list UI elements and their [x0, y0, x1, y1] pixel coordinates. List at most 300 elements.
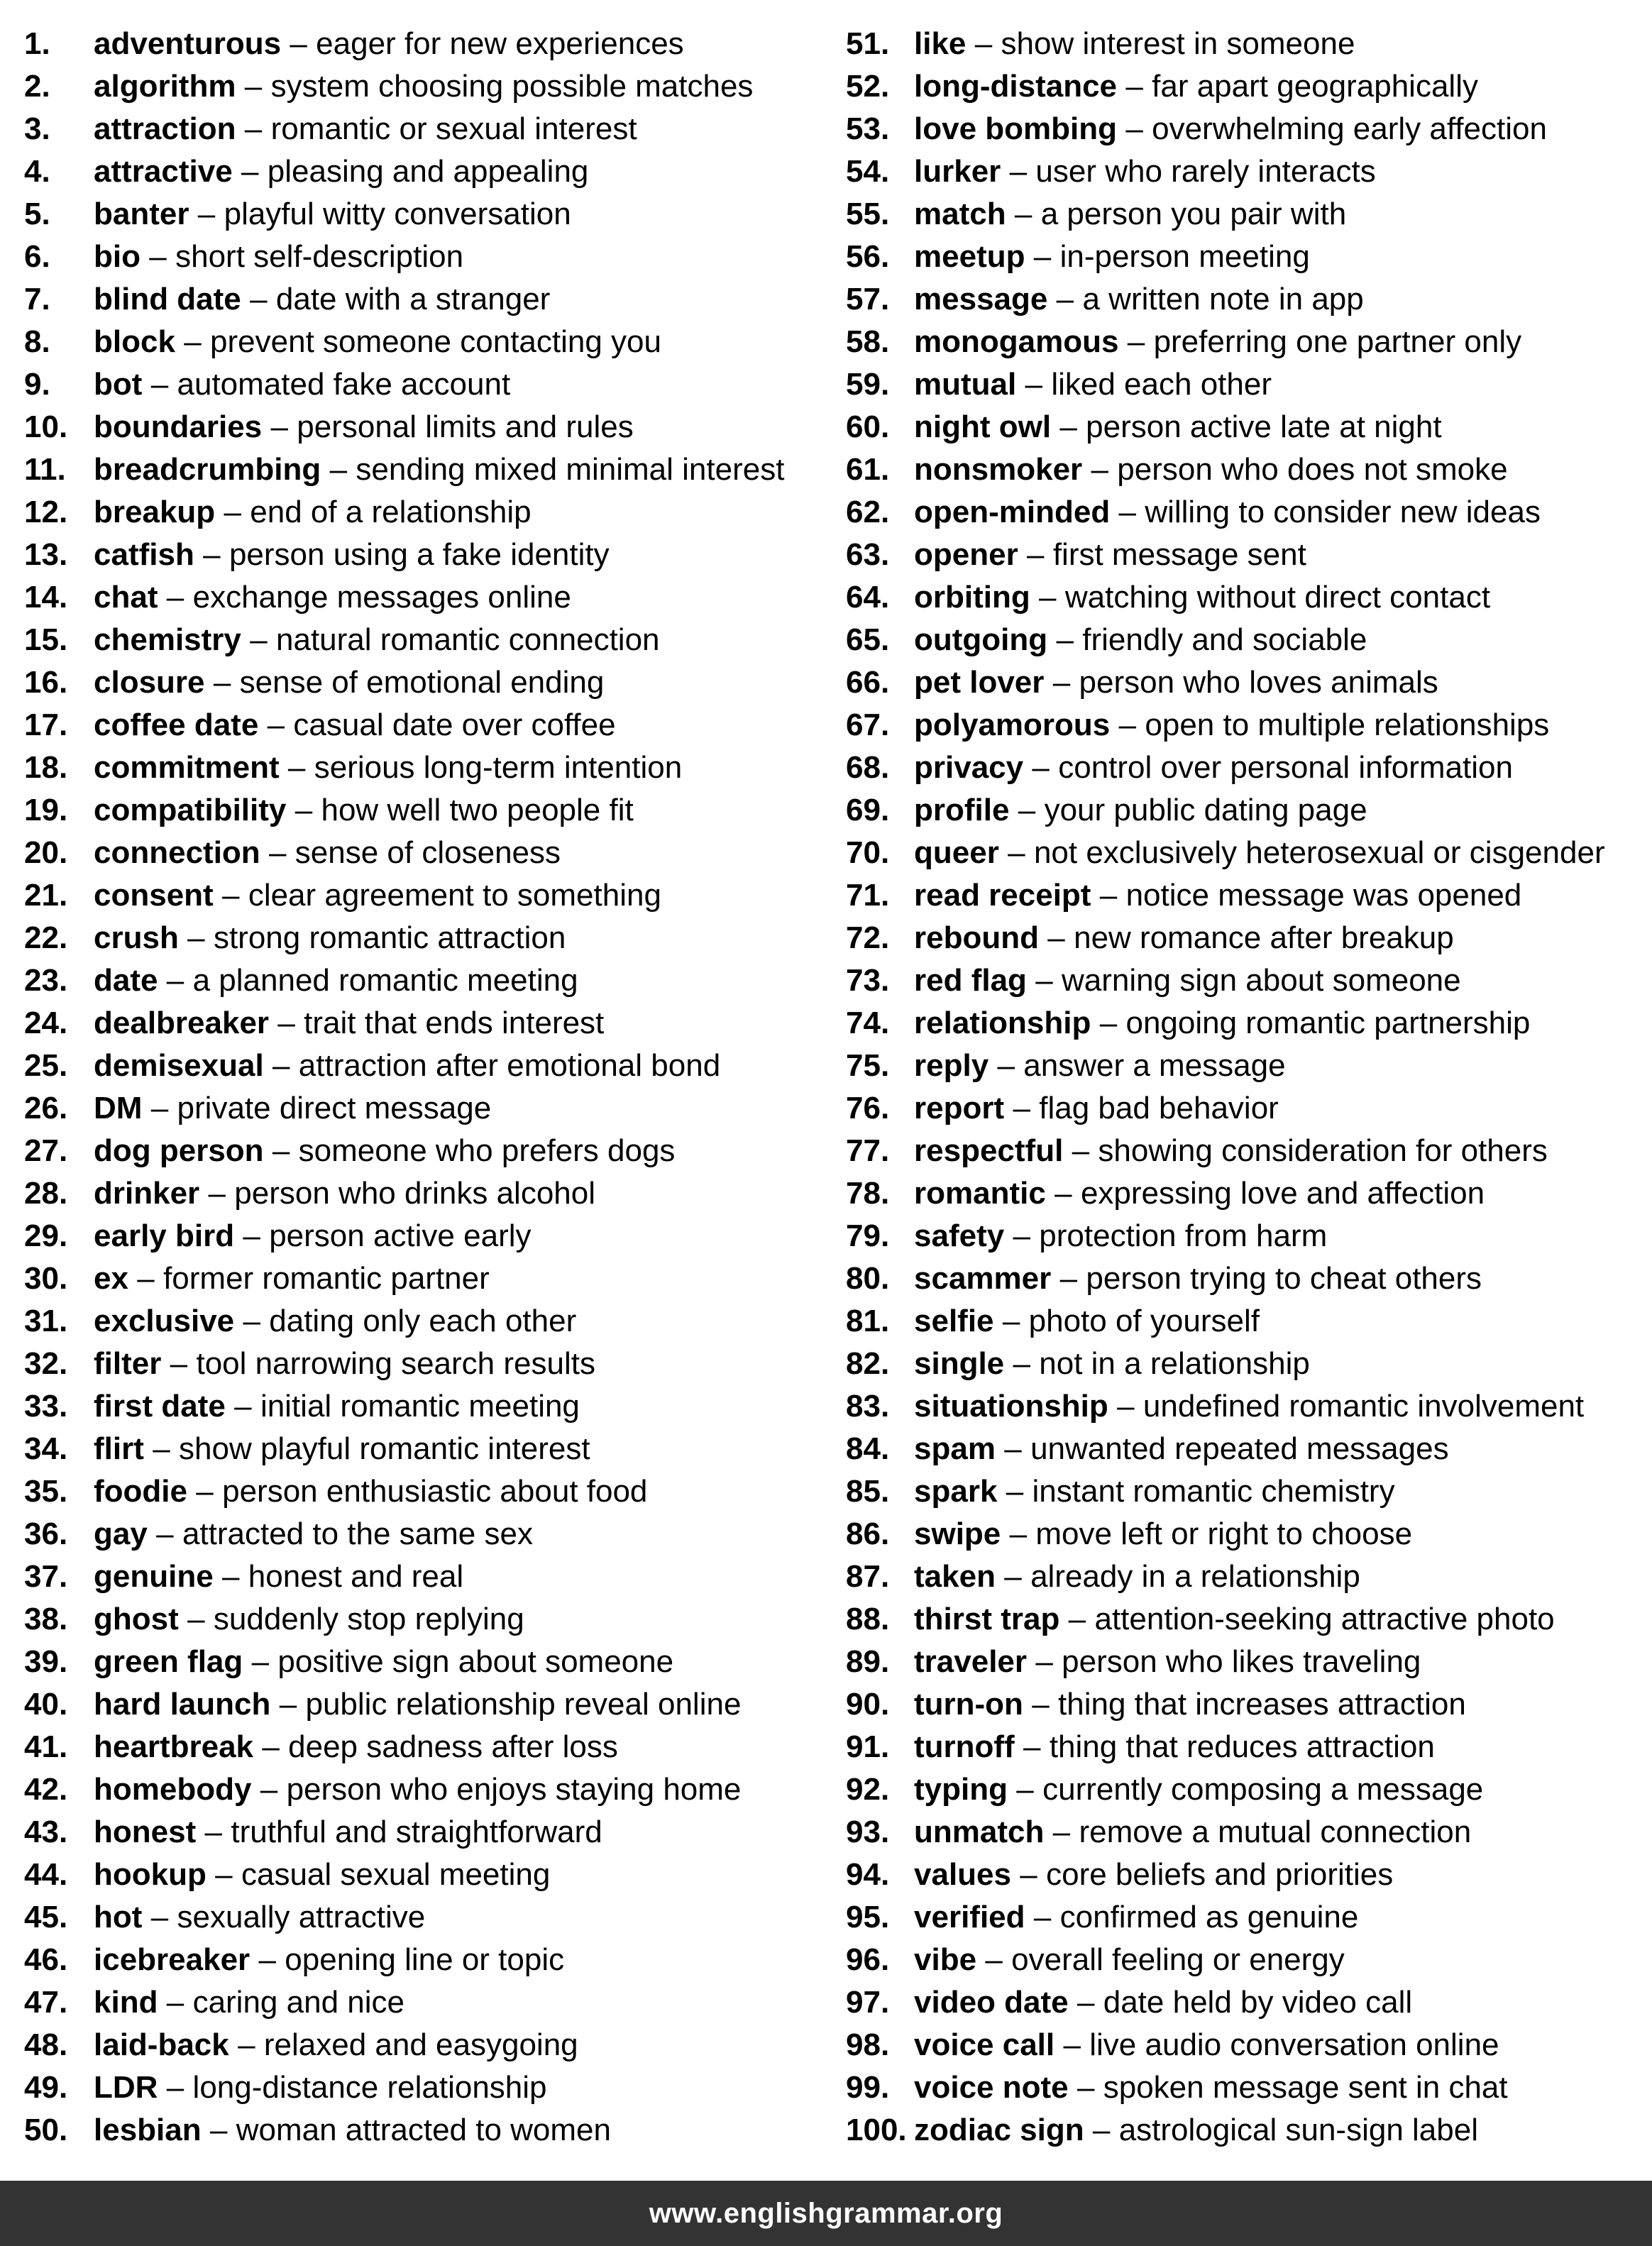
entry-number: 56.	[846, 239, 890, 274]
vocabulary-entry	[846, 2024, 1641, 2066]
vocabulary-entry	[846, 1045, 1641, 1087]
entry-term: profile	[914, 793, 1010, 827]
entry-separator: –	[203, 537, 221, 572]
entry-number: 4.	[24, 154, 50, 189]
entry-separator: –	[277, 1006, 295, 1040]
vocabulary-entry	[24, 1470, 833, 1513]
entry-separator: –	[1016, 1772, 1034, 1807]
entry-number: 98.	[846, 2027, 890, 2062]
entry-separator: –	[1013, 1091, 1030, 1125]
entry-definition: new romance after breakup	[1074, 920, 1454, 955]
entry-definition: warning sign about someone	[1062, 963, 1461, 998]
entry-definition: not in a relationship	[1039, 1346, 1310, 1381]
entry-definition: deep sadness after loss	[288, 1729, 618, 1764]
entry-number: 15.	[24, 622, 68, 657]
entry-separator: –	[279, 1687, 297, 1722]
entry-definition: date held by video call	[1103, 1985, 1413, 2020]
entry-definition: overwhelming early affection	[1152, 111, 1547, 146]
vocabulary-entry	[846, 1087, 1641, 1130]
entry-number: 67.	[846, 708, 890, 742]
vocabulary-entry	[24, 1896, 833, 1939]
entry-number: 62.	[846, 495, 890, 529]
entry-term: typing	[914, 1772, 1008, 1807]
entry-definition: show playful romantic interest	[179, 1431, 590, 1466]
vocabulary-entry	[846, 534, 1641, 576]
entry-number: 49.	[24, 2070, 68, 2105]
entry-definition: flag bad behavior	[1039, 1091, 1279, 1125]
entry-definition: already in a relationship	[1030, 1559, 1360, 1594]
vocabulary-entry	[846, 278, 1641, 321]
entry-separator: –	[153, 1431, 170, 1466]
entry-number: 46.	[24, 1942, 68, 1977]
entry-term: queer	[914, 835, 999, 870]
entry-separator: –	[258, 1942, 276, 1977]
entry-separator: –	[156, 1516, 174, 1551]
vocabulary-entry	[24, 363, 833, 406]
entry-term: opener	[914, 537, 1018, 572]
entry-term: mutual	[914, 367, 1017, 402]
entry-term: respectful	[914, 1133, 1064, 1168]
vocabulary-entry	[846, 789, 1641, 832]
entry-definition: open to multiple relationships	[1145, 708, 1550, 742]
entry-separator: –	[209, 2113, 228, 2147]
vocabulary-entry	[24, 1939, 833, 1981]
entry-separator: –	[294, 793, 313, 827]
entry-term: bio	[94, 239, 141, 274]
entry-definition: a written note in app	[1082, 282, 1364, 316]
entry-term: thirst trap	[914, 1602, 1060, 1636]
entry-term: red flag	[914, 963, 1027, 998]
entry-separator: –	[1033, 239, 1052, 274]
entry-separator: –	[1056, 282, 1074, 316]
entry-definition: former romantic partner	[163, 1261, 490, 1296]
entry-number: 66.	[846, 665, 890, 700]
entry-separator: –	[1039, 580, 1057, 615]
entry-definition: someone who prefers dogs	[298, 1133, 676, 1168]
entry-separator: –	[1004, 1559, 1022, 1594]
entry-term: banter	[94, 197, 189, 231]
entry-definition: ongoing romantic partnership	[1125, 1006, 1531, 1040]
vocabulary-entry	[846, 832, 1641, 874]
entry-number: 89.	[846, 1644, 890, 1679]
vocabulary-entry	[24, 2109, 833, 2152]
entry-term: situationship	[914, 1389, 1108, 1424]
entry-definition: automated fake account	[177, 367, 511, 402]
entry-term: message	[914, 282, 1048, 316]
vocabulary-entry	[24, 534, 833, 576]
vocabulary-entry	[24, 874, 833, 917]
entry-number: 35.	[24, 1474, 68, 1509]
entry-term: green flag	[94, 1644, 243, 1679]
entry-separator: –	[1059, 1261, 1078, 1296]
vocabulary-entry	[24, 1726, 833, 1768]
entry-definition: eager for new experiences	[316, 26, 684, 61]
entry-number: 73.	[846, 963, 890, 998]
entry-term: homebody	[94, 1772, 252, 1807]
entry-definition: woman attracted to women	[236, 2113, 611, 2147]
entry-definition: instant romantic chemistry	[1032, 1474, 1395, 1509]
entry-separator: –	[1076, 1985, 1095, 2020]
vocabulary-entry	[846, 661, 1641, 704]
entry-term: voice note	[914, 2070, 1069, 2105]
vocabulary-entry	[846, 874, 1641, 917]
entry-definition: far apart geographically	[1152, 69, 1478, 104]
vocabulary-entry	[24, 1598, 833, 1641]
entry-term: vibe	[914, 1942, 977, 1977]
entry-number: 40.	[24, 1687, 68, 1722]
entry-definition: protection from harm	[1039, 1218, 1328, 1253]
entry-definition: honest and real	[248, 1559, 464, 1594]
entry-number: 91.	[846, 1729, 890, 1764]
entry-definition: how well two people fit	[321, 793, 634, 827]
entry-separator: –	[250, 282, 268, 316]
entry-number: 95.	[846, 1900, 890, 1934]
entry-number: 22.	[24, 920, 68, 955]
vocabulary-entry	[846, 1385, 1641, 1428]
entry-separator: –	[208, 1176, 226, 1211]
entry-term: open-minded	[914, 495, 1111, 529]
entry-definition: core beliefs and priorities	[1046, 1857, 1394, 1892]
entry-definition: expressing love and affection	[1080, 1176, 1485, 1211]
entry-separator: –	[1006, 1474, 1024, 1509]
vocabulary-entry	[24, 2066, 833, 2109]
entry-term: dealbreaker	[94, 1006, 270, 1040]
vocabulary-entry	[846, 1002, 1641, 1045]
vocabulary-entry	[24, 65, 833, 108]
entry-number: 55.	[846, 197, 890, 231]
entry-definition: person enthusiastic about food	[222, 1474, 648, 1509]
entry-definition: your public dating page	[1044, 793, 1367, 827]
vocabulary-entry	[24, 661, 833, 704]
entry-separator: –	[1072, 1133, 1090, 1168]
entry-number: 74.	[846, 1006, 890, 1040]
entry-term: outgoing	[914, 622, 1048, 657]
vocabulary-entry	[24, 1683, 833, 1726]
entry-separator: –	[1032, 750, 1050, 785]
entry-separator: –	[243, 1218, 260, 1253]
vocabulary-entry	[24, 1343, 833, 1385]
entry-number: 84.	[846, 1431, 890, 1466]
vocabulary-list-left	[24, 23, 833, 2152]
vocabulary-entry	[24, 23, 833, 65]
entry-definition: a planned romantic meeting	[192, 963, 578, 998]
entry-term: catfish	[94, 537, 194, 572]
entry-separator: –	[166, 580, 185, 615]
entry-number: 47.	[24, 1985, 68, 2020]
vocabulary-entry	[24, 1002, 833, 1045]
entry-term: scammer	[914, 1261, 1052, 1296]
entry-separator: –	[150, 367, 169, 402]
vocabulary-entry	[24, 1428, 833, 1470]
entry-term: ghost	[94, 1602, 179, 1636]
entry-number: 33.	[24, 1389, 68, 1424]
entry-number: 21.	[24, 878, 68, 913]
entry-definition: spoken message sent in chat	[1103, 2070, 1508, 2105]
entry-separator: –	[272, 1048, 290, 1083]
entry-number: 24.	[24, 1006, 68, 1040]
entry-definition: sending mixed minimal interest	[356, 452, 785, 487]
entry-term: flirt	[94, 1431, 144, 1466]
entry-term: safety	[914, 1218, 1005, 1253]
footer-url: www.englishgrammar.org	[649, 2197, 1003, 2229]
entry-number: 53.	[846, 111, 890, 146]
entry-definition: positive sign about someone	[277, 1644, 674, 1679]
entry-number: 88.	[846, 1602, 890, 1636]
entry-definition: showing consideration for others	[1098, 1133, 1548, 1168]
vocabulary-entry	[24, 1768, 833, 1811]
vocabulary-entry	[24, 1556, 833, 1598]
entry-definition: first message sent	[1052, 537, 1306, 572]
entry-separator: –	[272, 1133, 290, 1168]
entry-definition: strong romantic attraction	[213, 920, 566, 955]
entry-number: 81.	[846, 1304, 890, 1338]
vocabulary-entry	[846, 150, 1641, 193]
entry-separator: –	[196, 1474, 214, 1509]
vocabulary-entry	[24, 1257, 833, 1300]
vocabulary-entry	[24, 619, 833, 661]
entry-number: 97.	[846, 1985, 890, 2020]
entry-separator: –	[974, 26, 993, 61]
entry-definition: remove a mutual connection	[1079, 1815, 1472, 1849]
entry-term: early bird	[94, 1218, 235, 1253]
entry-number: 52.	[846, 69, 890, 104]
entry-separator: –	[1033, 1900, 1052, 1934]
entry-term: breadcrumbing	[94, 452, 321, 487]
entry-number: 41.	[24, 1729, 68, 1764]
entry-definition: control over personal information	[1058, 750, 1513, 785]
entry-term: DM	[94, 1091, 143, 1125]
entry-definition: photo of yourself	[1028, 1304, 1260, 1338]
entry-term: icebreaker	[94, 1942, 250, 1977]
entry-number: 9.	[24, 367, 50, 402]
entry-term: chat	[94, 580, 158, 615]
entry-separator: –	[1118, 495, 1136, 529]
entry-number: 18.	[24, 750, 68, 785]
entry-number: 34.	[24, 1431, 68, 1466]
entry-separator: –	[262, 1729, 280, 1764]
entry-separator: –	[251, 1644, 270, 1679]
vocabulary-entry	[24, 236, 833, 278]
entry-definition: sense of closeness	[294, 835, 561, 870]
entry-separator: –	[250, 622, 268, 657]
entry-number: 58.	[846, 324, 890, 359]
vocabulary-entry	[24, 1045, 833, 1087]
entry-definition: dating only each other	[269, 1304, 577, 1338]
entry-separator: –	[1018, 793, 1036, 827]
entry-number: 70.	[846, 835, 890, 870]
entry-separator: –	[197, 197, 216, 231]
entry-term: algorithm	[94, 69, 236, 104]
entry-number: 42.	[24, 1772, 68, 1807]
entry-definition: move left or right to choose	[1035, 1516, 1413, 1551]
entry-definition: caring and nice	[192, 1985, 404, 2020]
entry-definition: short self-description	[175, 239, 464, 274]
entry-definition: serious long-term intention	[314, 750, 683, 785]
entry-definition: a person you pair with	[1040, 197, 1347, 231]
entry-term: hot	[94, 1900, 143, 1934]
entry-term: bot	[94, 367, 143, 402]
entry-number: 43.	[24, 1815, 68, 1849]
entry-number: 29.	[24, 1218, 68, 1253]
vocabulary-entry	[846, 704, 1641, 747]
entry-number: 2.	[24, 69, 50, 104]
entry-separator: –	[187, 920, 205, 955]
entry-number: 45.	[24, 1900, 68, 1934]
entry-number: 7.	[24, 282, 50, 316]
vocabulary-entry	[846, 23, 1641, 65]
vocabulary-entry	[846, 1257, 1641, 1300]
entry-separator: –	[1014, 197, 1032, 231]
entry-term: romantic	[914, 1176, 1046, 1211]
entry-definition: preferring one partner only	[1153, 324, 1522, 359]
entry-definition: show interest in someone	[1001, 26, 1355, 61]
entry-term: meetup	[914, 239, 1025, 274]
vocabulary-entry	[846, 236, 1641, 278]
vocabulary-entry	[846, 1854, 1641, 1896]
vocabulary-entry	[24, 1300, 833, 1343]
vocabulary-entry	[846, 959, 1641, 1002]
entry-definition: pleasing and appealing	[267, 154, 589, 189]
vocabulary-entry	[846, 1981, 1641, 2024]
entry-number: 38.	[24, 1602, 68, 1636]
entry-separator: –	[1054, 1176, 1072, 1211]
entry-term: blind date	[94, 282, 241, 316]
vocabulary-entry	[846, 1513, 1641, 1556]
entry-separator: –	[1091, 452, 1108, 487]
entry-number: 1.	[24, 26, 50, 61]
vocabulary-entry	[846, 2066, 1641, 2109]
entry-separator: –	[1027, 537, 1045, 572]
entry-definition: tool narrowing search results	[196, 1346, 595, 1381]
entry-definition: playful witty conversation	[224, 197, 571, 231]
entry-definition: overall feeling or energy	[1011, 1942, 1345, 1977]
entry-separator: –	[1020, 1857, 1037, 1892]
entry-number: 25.	[24, 1048, 68, 1083]
entry-definition: initial romantic meeting	[260, 1389, 580, 1424]
entry-definition: long-distance relationship	[192, 2070, 547, 2105]
entry-separator: –	[1092, 2113, 1111, 2147]
vocabulary-entry	[24, 2024, 833, 2066]
entry-term: taken	[914, 1559, 996, 1594]
entry-separator: –	[187, 1602, 205, 1636]
entry-definition: truthful and straightforward	[231, 1815, 602, 1849]
entry-number: 14.	[24, 580, 68, 615]
entry-separator: –	[1023, 1729, 1041, 1764]
entry-definition: notice message was opened	[1125, 878, 1522, 913]
entry-separator: –	[260, 1772, 278, 1807]
entry-separator: –	[1125, 111, 1143, 146]
entry-term: traveler	[914, 1644, 1028, 1679]
vocabulary-entry	[846, 193, 1641, 236]
entry-separator: –	[1025, 367, 1043, 402]
entry-definition: casual sexual meeting	[241, 1857, 551, 1892]
entry-term: dog person	[94, 1133, 264, 1168]
vocabulary-entry	[846, 1470, 1641, 1513]
entry-number: 37.	[24, 1559, 68, 1594]
entry-term: exclusive	[94, 1304, 235, 1338]
entry-number: 10.	[24, 409, 68, 444]
entry-separator: –	[997, 1048, 1015, 1083]
vocabulary-entry	[24, 1215, 833, 1257]
entry-definition: sexually attractive	[177, 1900, 426, 1934]
entry-separator: –	[222, 1559, 240, 1594]
vocabulary-entry	[846, 1343, 1641, 1385]
entry-term: verified	[914, 1900, 1025, 1934]
vocabulary-entry	[24, 789, 833, 832]
entry-definition: opening line or topic	[285, 1942, 565, 1977]
entry-separator: –	[1118, 708, 1137, 742]
entry-definition: person using a fake identity	[228, 537, 610, 572]
entry-term: nonsmoker	[914, 452, 1083, 487]
entry-number: 100.	[846, 2113, 907, 2147]
entry-definition: public relationship reveal online	[305, 1687, 742, 1722]
entry-term: attraction	[94, 111, 236, 146]
entry-definition: watching without direct contact	[1064, 580, 1491, 615]
entry-separator: –	[267, 708, 285, 742]
vocabulary-entry	[24, 491, 833, 534]
entry-definition: private direct message	[177, 1091, 492, 1125]
entry-definition: personal limits and rules	[297, 409, 634, 444]
entry-number: 26.	[24, 1091, 68, 1125]
entry-number: 83.	[846, 1389, 890, 1424]
entry-term: match	[914, 197, 1006, 231]
entry-term: selfie	[914, 1304, 994, 1338]
entry-term: breakup	[94, 495, 216, 529]
entry-separator: –	[1008, 835, 1025, 870]
entry-term: relationship	[914, 1006, 1091, 1040]
entry-separator: –	[150, 1091, 169, 1125]
entry-term: swipe	[914, 1516, 1001, 1551]
entry-term: monogamous	[914, 324, 1119, 359]
entry-number: 65.	[846, 622, 890, 657]
entry-term: crush	[94, 920, 179, 955]
entry-number: 28.	[24, 1176, 68, 1211]
vocabulary-entry	[846, 1172, 1641, 1215]
entry-number: 96.	[846, 1942, 890, 1977]
entry-definition: currently composing a message	[1042, 1772, 1484, 1807]
vocabulary-entry	[24, 747, 833, 789]
vocabulary-entry	[24, 448, 833, 491]
entry-number: 23.	[24, 963, 68, 998]
entry-term: voice call	[914, 2027, 1055, 2062]
vocabulary-entry	[846, 1811, 1641, 1854]
entry-number: 12.	[24, 495, 68, 529]
entry-number: 19.	[24, 793, 68, 827]
entry-definition: live audio conversation online	[1089, 2027, 1499, 2062]
entry-number: 16.	[24, 665, 68, 700]
entry-term: reply	[914, 1048, 989, 1083]
entry-number: 82.	[846, 1346, 890, 1381]
entry-number: 64.	[846, 580, 890, 615]
vocabulary-entry	[846, 65, 1641, 108]
entry-definition: romantic or sexual interest	[270, 111, 637, 146]
vocabulary-entry	[24, 1811, 833, 1854]
entry-separator: –	[1009, 154, 1028, 189]
entry-number: 31.	[24, 1304, 68, 1338]
entry-term: video date	[914, 1985, 1069, 2020]
entry-term: compatibility	[94, 793, 287, 827]
entry-term: connection	[94, 835, 260, 870]
entry-definition: casual date over coffee	[293, 708, 616, 742]
entry-definition: friendly and sociable	[1082, 622, 1367, 657]
vocabulary-entry	[846, 1641, 1641, 1683]
entry-definition: thing that reduces attraction	[1049, 1729, 1435, 1764]
entry-number: 5.	[24, 197, 50, 231]
entry-definition: confirmed as genuine	[1059, 1900, 1359, 1934]
entry-definition: undefined romantic involvement	[1142, 1389, 1585, 1424]
entry-separator: –	[1127, 324, 1145, 359]
vocabulary-entry	[24, 1641, 833, 1683]
